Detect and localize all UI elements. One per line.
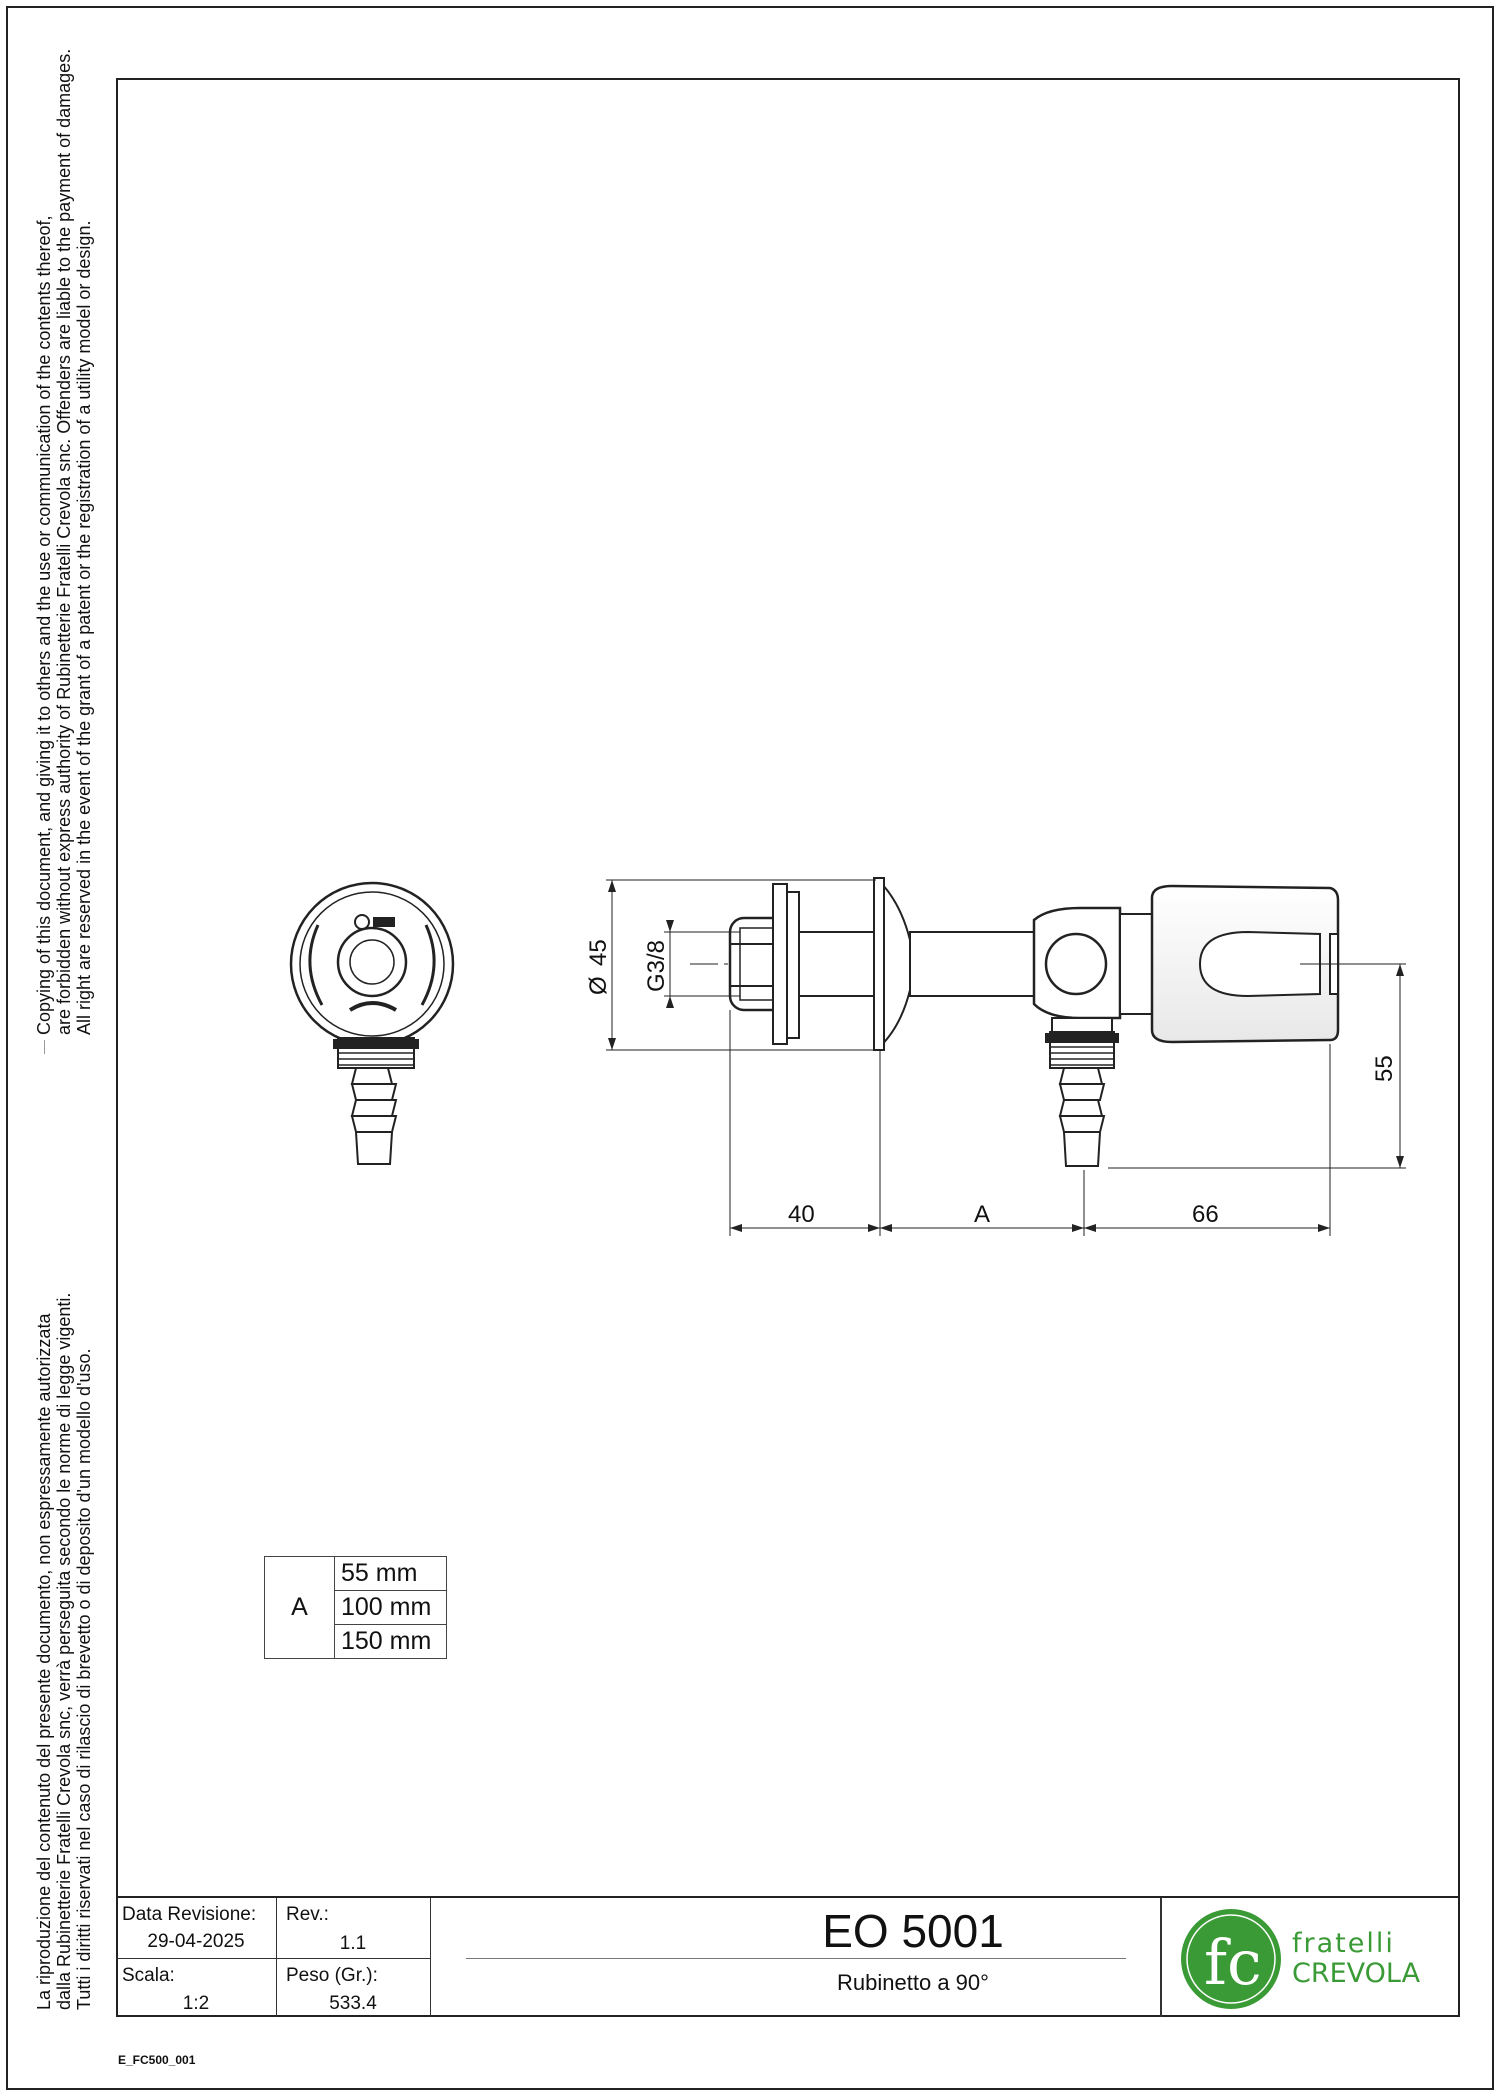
dim-length-right: 66 (1192, 1201, 1219, 1228)
logo-line1: fratelli (1292, 1928, 1395, 1959)
side-view (690, 878, 1400, 1166)
variant-value: 150 mm (335, 1625, 447, 1659)
logo-initials: fc (1204, 1926, 1262, 1999)
dim-diameter-symbol: Ø (585, 976, 612, 995)
product-description: Rubinetto a 90° (837, 1970, 989, 1995)
variant-key: A (265, 1557, 335, 1659)
logo-line2: CREVOLA (1292, 1958, 1421, 1989)
variants-table (264, 1556, 447, 1659)
front-view (291, 883, 453, 1164)
notice-line: Tutti i diritti riservati nel caso di rilascio di brevetto o di deposito d'un modello d'uso. (74, 1348, 94, 2010)
revision-date: 29-04-2025 (147, 1931, 245, 1952)
dim-thread: G3/8 (643, 939, 670, 992)
scale-label: Scala: (122, 1965, 175, 1986)
footer-code: E_FC500_001 (118, 2053, 196, 2067)
weight-value: 533.4 (329, 1993, 377, 2014)
dim-length-variable: A (974, 1201, 991, 1228)
rev-label: Rev.: (286, 1904, 329, 1925)
logo-mark (1176, 1906, 1296, 2012)
dim-height: 55 (1371, 1055, 1398, 1082)
notice-line: Copying of this document, and giving it to others and the use or communication of the contents thereof, (34, 215, 54, 1035)
product-code: EO 5001 (822, 1905, 1004, 1957)
notice-line: La riproduzione del contenuto del presente documento, non espressamente autorizzata (34, 1313, 54, 2010)
scale-value: 1:2 (182, 1993, 210, 2014)
dim-length-left: 40 (788, 1201, 815, 1228)
weight-label: Peso (Gr.): (286, 1965, 378, 1986)
revision-date-label: Data Revisione: (122, 1904, 257, 1925)
title-block (116, 1896, 1460, 2017)
notice-line: All right are reserved in the event of the grant of a patent or the registration of a utility model or design. (74, 220, 94, 1035)
dim-diameter: 45 (585, 939, 612, 966)
variant-value: 100 mm (335, 1591, 447, 1625)
notice-line: dalla Rubinetterie Fratelli Crevola snc, verrà perseguita secondo le norme di legge vigenti. (54, 1292, 74, 2010)
notice-line: are forbidden without express authority of Rubinetterie Fratelli Crevola snc. Offenders are liable to the payment of damages. (54, 48, 74, 1035)
rev-value: 1.1 (339, 1933, 367, 1954)
company-logo (1176, 1906, 1446, 2012)
variant-value: 55 mm (335, 1557, 447, 1591)
